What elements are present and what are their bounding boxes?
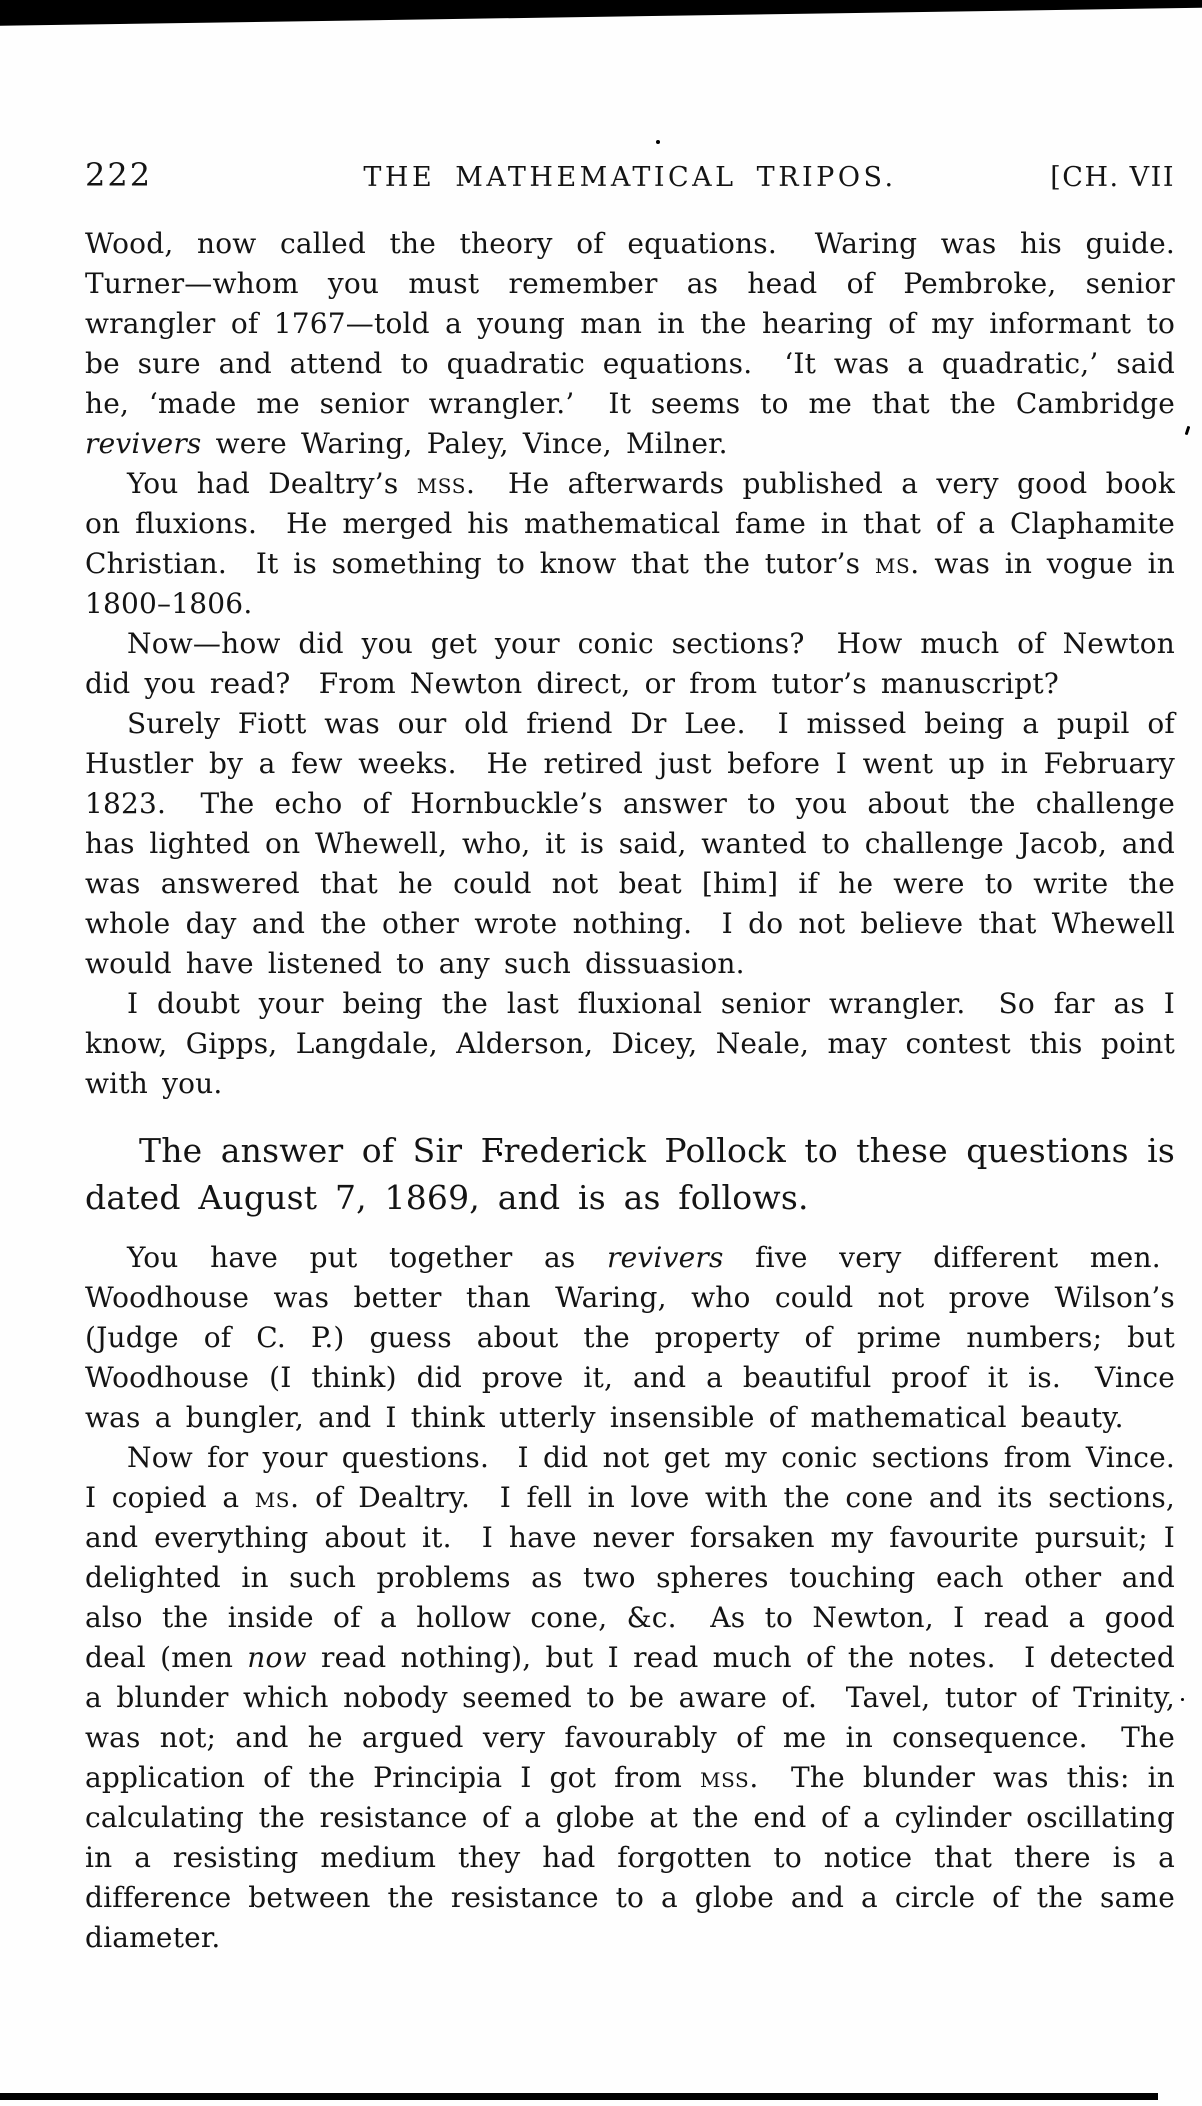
scan-artifact-bottom-bar — [0, 2093, 1158, 2100]
scan-artifact-top-bar — [0, 0, 1202, 30]
paragraph-conic-sections-question: Now—how did you get your conic sections? How much of Newton did you read? From Newton direct, or from tutor’s manuscript? — [85, 627, 1175, 700]
page-number: 222 — [85, 156, 153, 194]
text-block — [85, 224, 1175, 1958]
running-title: THE MATHEMATICAL TRIPOS. — [363, 162, 897, 193]
running-head — [85, 156, 1175, 194]
scan-artifact-dot — [656, 140, 660, 144]
paragraph-wood-waring: Wood, now called the theory of equations. Waring was his guide. Turner—whom you must remember as head of Pembroke, senior wrangler of 1767—told a young man in the hearing of my informant to be sure and attend to quadratic equations. ‘It was a quadratic,’ said he, ‘made me senior wrangler.’ It seems to me that the Cambridge revivers were Waring, Paley, Vince, Milner. — [85, 227, 1175, 460]
paragraph-revivers-reply: You have put together as revivers five very different men. Woodhouse was better than Waring, who could not prove Wilson’s (Judge of C. P.) guess about the property of prime numbers; but Woodhouse (I think) did prove it, and a beautiful proof it is. Vince was a bungler, and I think utterly insensible of mathematical beauty. — [85, 1241, 1175, 1434]
paragraph-fiott-whewell: Surely Fiott was our old friend Dr Lee. I missed being a pupil of Hustler by a few weeks. He retired just before I went up in February 1823. The echo of Hornbuckle’s answer to you about the challenge has lighted on Whewell, who, it is said, wanted to challenge Jacob, and was answered that he could not beat [him] if he were to write the whole day and the other wrote nothing. I do not believe that Whewell would have listened to any such dissuasion. — [85, 707, 1175, 980]
chapter-mark: [CH. VII — [1050, 162, 1175, 193]
paragraph-dealtry-mss: You had Dealtry’s mss. He afterwards published a very good book on fluxions. He merged his mathematical fame in that of a Claphamite Christian. It is something to know that the tutor’s ms. was in vogue in 1800–1806. — [85, 467, 1175, 620]
scan-artifact-mark — [1185, 426, 1191, 435]
paragraph-last-fluxional-wrangler: I doubt your being the last fluxional senior wrangler. So far as I know, Gipps, Langdale, Alderson, Dicey, Neale, may contest this point with you. — [85, 987, 1175, 1100]
scan-artifact-dot — [1181, 1698, 1184, 1701]
paragraph-pollock-intro: The answer of Sir Frederick Pollock to these questions is dated August 7, 1869, and is as follows. — [85, 1131, 1175, 1217]
paragraph-newton-blunder: Now for your questions. I did not get my conic sections from Vince. I copied a ms. of Dealtry. I fell in love with the cone and its sections, and everything about it. I have never forsaken my favourite pursuit; I delighted in such problems as two spheres touching each other and also the inside of a hollow cone, &c. As to Newton, I read a good deal (men now read nothing), but I read much of the notes. I detected a blunder which nobody seemed to be aware of. Tavel, tutor of Trinity, was not; and he argued very favourably of me in consequence. The application of the Principia I got from mss. The blunder was this: in calculating the resistance of a globe at the end of a cylinder oscillating in a resisting medium they had forgotten to notice that there is a difference between the resistance to a globe and a circle of the same diameter. — [85, 1441, 1176, 1954]
